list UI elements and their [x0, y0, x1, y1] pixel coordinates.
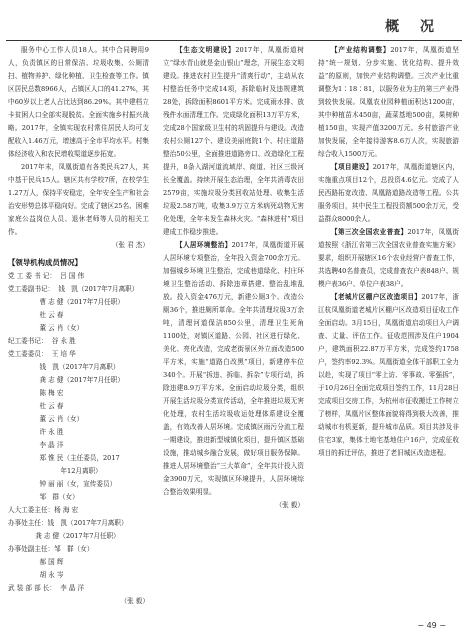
- ecology-paragraph: [163, 44, 304, 239]
- leader-row: 钟 丽 丽（女，宣传委员）: [8, 480, 117, 488]
- leader-row: 杜 云 春: [8, 402, 64, 410]
- ecology-heading: 【生态文明建设】: [176, 46, 236, 54]
- projects-heading: 【项目建设】: [331, 163, 373, 171]
- column-left: [8, 44, 149, 608]
- leader-row: 曹 志 健（2017年7月任职）: [8, 298, 124, 306]
- leader-row: 纪工委书记： 谷 永 胜: [8, 337, 76, 345]
- leader-row: 郝 国 辉: [8, 558, 64, 566]
- leader-row: 人大工委主任：杨 海 宏: [8, 506, 79, 514]
- leader-row: 党工委副书记： 钱 凯（2017年7月离职）: [8, 285, 139, 293]
- author-credit: （张 毅）: [120, 597, 149, 605]
- leader-row: 李 晶 洋: [8, 441, 64, 449]
- leader-row: 许 永 胜: [8, 428, 64, 436]
- section-title: 概 况: [385, 19, 442, 35]
- industry-paragraph: [318, 44, 459, 161]
- leader-row: 胡 永 岑: [8, 571, 64, 579]
- leader-row: 龚 志 健（2017年7月任职）: [8, 532, 120, 540]
- leaders-heading: 【领导机构成员情况】: [8, 258, 82, 267]
- industry-heading: 【产业结构调整】: [331, 46, 391, 54]
- leader-row: 办事处主任：钱 凯（2017年7月离职）: [8, 519, 128, 527]
- census-paragraph: [318, 226, 459, 291]
- census-heading: 【第三次全国农业普查】: [331, 228, 408, 236]
- renewal-paragraph: [318, 291, 459, 460]
- habitat-body: 2017年，凤凰街道开展人居环境专项整治，全年投入资金700余万元。加强城乡环境卫生整治，完成巷道绿化、村庄环境卫生整治活动、拆除违章搭建、整治乱堆乱放。投入资金476万元，新建公厕3个、改造公厕36个，推进厕所革命。全年共清理垃圾3万余吨，清理河道保洁850公里，清理卫生死角1100处，对镇区道路、公园、社区进行绿化、美化、亮化改造，完成老街景区外立面改造500平方米，实施“道路白改黑”项目，新建停车位340个。开展“拆违、拆临、拆杂”专项行动，拆除违建8.9万平方米。全面启动垃圾分类，组织开展生活垃圾分类宣传活动，全年推进垃圾无害化处理，农村生活垃圾收运处理体系建设全覆盖，有效改善人居环境。完成镇区雨污分流工程一期建设，推进新型城镇化项目，提升镇区基础设施，推动城乡融合发展，做好项目服务保障。推进人居环境整治“三大革命”，全年共计投入资金3900万元，实现镇区环境提升，人居环境综合整治效果明显。: [163, 241, 304, 496]
- page-header: [0, 0, 468, 40]
- habitat-paragraph: [163, 239, 304, 499]
- leader-row: 党 工 委 书 记： 吕 国 伟: [8, 272, 85, 280]
- leader-row: 年12月离职）: [8, 467, 102, 475]
- leader-row: 杜 云 春: [8, 311, 64, 319]
- leader-row: 陈 梅 宏: [8, 389, 64, 397]
- author-credit: （张 君 杰）: [111, 241, 149, 249]
- census-body: 2017年，凤凰街道按照《浙江省第三次全国农业普查实施方案》要求，组织开展辖区16个农业经营户普查工作，共选聘40名普查员，完成普查农户表848户、规模户表36户、单位户表38户。: [318, 228, 460, 288]
- renewal-body: 2017年，浙江杭凤凰街道老城片区棚户区改造项目征收工作全面启动。3月15日，凤凰街道启动项目入户调查、丈量、评估工作。征收范围涉及住户1904户，建筑面积22.87万平方米，完成签约1758户，签约率92.3%。凤凰街道全体干部职工全力以赴，实现了项目“零上访、零事故、零强拆”，于10月26日全面完成项目签约工作，11月28日完成项目交房工作，为杭州市征收搬迁工作树立了榜样，凤凰片区整体面貌将得到极大改善，推动城市有机更新，提升城市品质。项目共涉及非住宅3家，集体土地宅基地住户16户，完成征收项目的拆迁评估，推进了老旧城区改造进程。: [318, 293, 460, 457]
- page-number: − 49 −: [417, 621, 446, 630]
- leader-row: 董 云 肖（女）: [8, 415, 84, 423]
- leader-row: 郑 惟 民（主任委员，2017: [8, 454, 120, 462]
- leader-row: 党工委委员： 王 培 华: [8, 350, 76, 358]
- industry-body: 2017年，凤凰街道坚持“统一规划、分步实施、优化结构、提升效益”的原则，加快产业结构调整。三次产业比重调整为1∶18∶81，以服务业为主的第三产业得到较快发展。凤凰农业园种植面积达1200亩，其中种植苗木450亩，蔬菜基地500亩，果树种植150亩，实现产值3200万元。乡村旅游产业加快发展，全年接待游客8.6万人次，实现旅游综合收入1500万元。: [318, 46, 460, 158]
- ecology-body: 2017年，凤凰街道树立“绿水青山就是金山银山”理念，开展生态文明建设。推进农村卫生提升“清爽行动”，主动从农村整治任务中完成14项，拆除临时及违规建筑28处，拆除面积8601平方米。完成雨水排、放残件水面清理工作。完成绿化面积13万平方米，完成28个国家级卫生村的巩固提升与建设。改造农村公厕127个、建设美丽庭院1个、村庄道路整治50公里，全面推进道路旁口、改造绿化工程提升，8条入湖河道流域岸、商道、社区三级河长全覆盖。持续开展生态治理，全年共消毒农田2579亩，实施垃圾分类回收站处理、收集生活垃圾2.58万吨，收集3.9万立方米病死动物无害化处理，全年未发生森林火灾。“森林进村”项目建成工作稳步推进。: [163, 46, 305, 236]
- column-right: [318, 44, 459, 460]
- leader-row: 武 装 部 部 长： 李 晶 洋: [8, 584, 85, 592]
- leader-row: 董 云 肖（女）: [8, 324, 84, 332]
- header-divider: [6, 40, 462, 41]
- leaders-list: [8, 270, 149, 595]
- habitat-heading: 【人居环境整治】: [176, 241, 232, 249]
- leader-row: 邹 群（女）: [8, 493, 79, 501]
- column-middle: [163, 44, 304, 512]
- author-credit: （张 毅）: [275, 501, 304, 509]
- intro-paragraph: 服务中心工作人员18人。其中合同聘用9人，负责镇区的日常保洁、垃圾收集、公厕清扫、植物养护、绿化种植、卫生检查等工作。镇区居民总数8966人，占镇区人口的41.27%，其中60岁以上老人占比达到86.29%。其中建档立卡贫困人口全部实现脱贫。全面实施乡村振兴战略。2017年，全镇实现农村常住居民人均可支配收入1.46万元，增速高于全市平均水平。村集体经济收入和农民增收渠道逐步拓宽。: [8, 46, 149, 158]
- projects-paragraph: [318, 161, 459, 226]
- leader-row: 钱 凯（2017年7月离职）: [8, 363, 120, 371]
- leader-row: 龚 志 健（2017年7月任职）: [8, 376, 124, 384]
- projects-body: 2017年，凤凰街道辖区内，实施重点项目12个，总投资4.6亿元。完成了人民西路拓宽改造、凤凰路道路改造等工程。公共服务项目，其中民生工程投资额500余万元，受益群众8000余人。: [318, 163, 460, 223]
- leader-row: 办事处副主任：邹 群（女）: [8, 545, 94, 553]
- militia-paragraph: 2017年末，凤凰街道有各类民兵27人，其中基干民兵15人。辖区共有学校7所，在校学生1.27万人，保持平安稳定，全年安全生产和社会治安形势总体平稳向好。完成了辖区25名、困难家庭公益岗位人员、退休老师等人员的相关工作。: [8, 163, 149, 236]
- renewal-heading: 【老城片区棚户区改造项目】: [331, 293, 422, 301]
